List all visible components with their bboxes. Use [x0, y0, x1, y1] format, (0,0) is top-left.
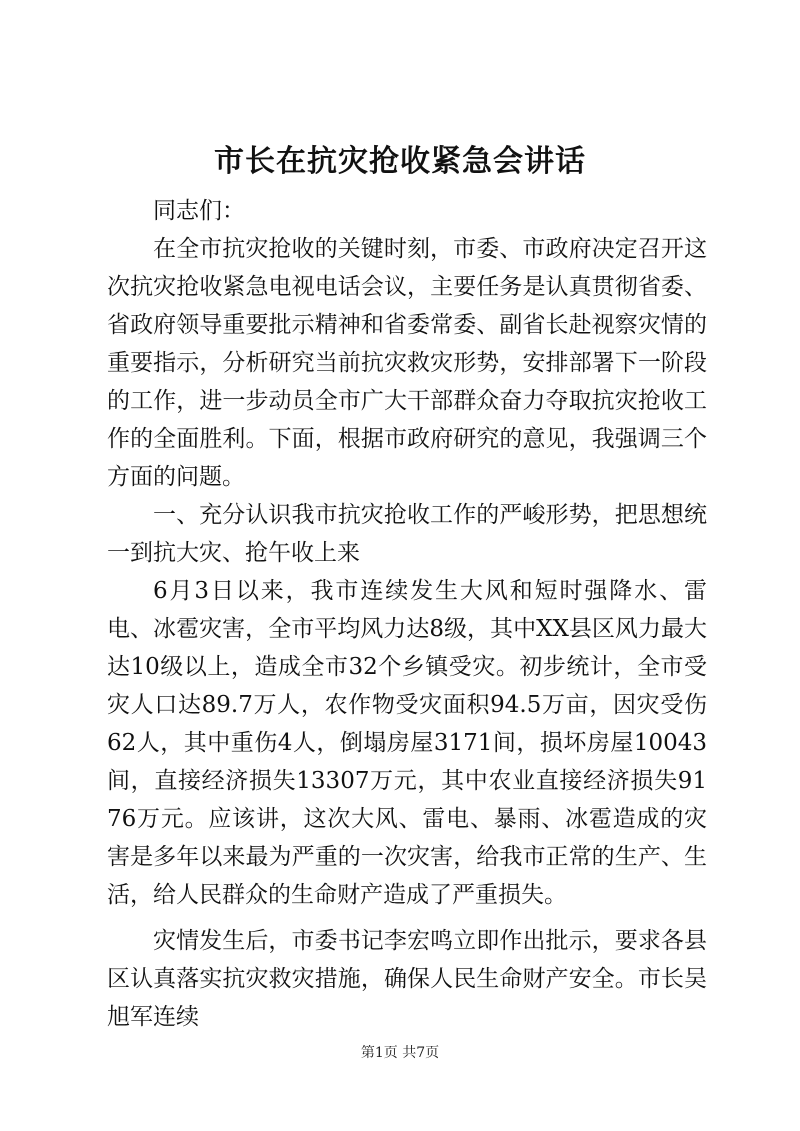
paragraph-response: 灾情发生后，市委书记李宏鸣立即作出批示，要求各县区认真落实抗灾救灾措施，确保人民生命财产安全。市长吴旭军连续 — [107, 928, 707, 1030]
salutation: 同志们： — [153, 198, 245, 224]
paragraph-disaster-stats: 6月3日以来，我市连续发生大风和短时强降水、雷电、冰雹灾害，全市平均风力达8级，其中XX县区风力最大达10级以上，造成全市32个乡镇受灾。初步统计，全市受灾人口达89.7万人，农作物受灾面积94.5万亩，因灾受伤62人，其中重伤4人，倒塌房屋3171间，损坏房屋10043间，直接经济损失13307万元，其中农业直接经济损失9176万元。应该讲，这次大风、雷电、暴雨、冰雹造成的灾害是多年以来最为严重的一次灾害，给我市正常的生产、生活，给人民群众的生命财产造成了严重损失。 — [107, 578, 707, 908]
paragraph-intro: 在全市抗灾抢收的关键时刻，市委、市政府决定召开这次抗灾抢收紧急电视电话会议，主要任务是认真贯彻省委、省政府领导重要批示精神和省委常委、副省长赴视察灾情的重要指示，分析研究当前抗灾救灾形势，安排部署下一阶段的工作，进一步动员全市广大干部群众奋力夺取抗灾抢收工作的全面胜利。下面，根据市政府研究的意见，我强调三个方面的问题。 — [107, 236, 707, 490]
document-body — [107, 192, 707, 1036]
section-heading-1: 一、充分认识我市抗灾抢收工作的严峻形势，把思想统一到抗大灾、抢午收上来 — [107, 502, 707, 566]
page-footer: 第1页 共7页 — [360, 1045, 440, 1061]
document-title: 市长在抗灾抢收紧急会讲话 — [214, 144, 586, 179]
